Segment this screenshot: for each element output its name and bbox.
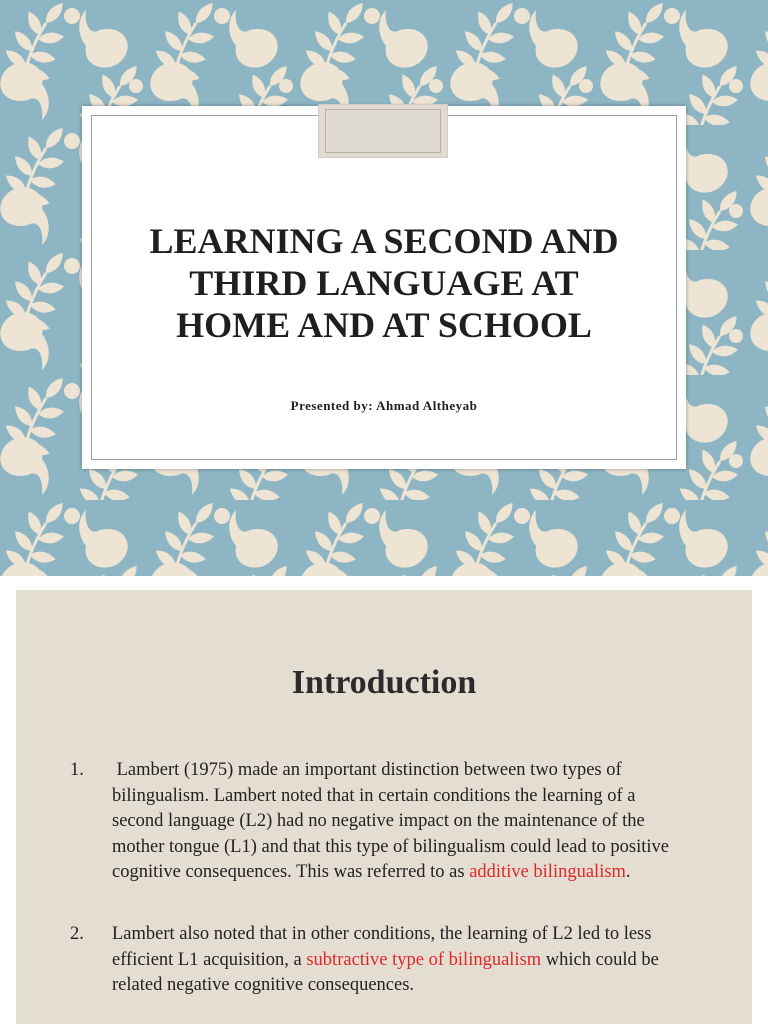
highlighted-term: additive bilingualism bbox=[469, 862, 626, 882]
highlighted-term: subtractive type of bilingualism bbox=[306, 949, 542, 970]
title-line-1: LEARNING A SECOND AND bbox=[149, 221, 619, 261]
text-segment: which could be related negative cognitive consequences. bbox=[112, 949, 664, 995]
text-segment: . bbox=[625, 862, 631, 882]
text-segment: Lambert also noted that in other conditions, the learning of L2 led to less efficient L1 acquisition, a bbox=[112, 924, 657, 970]
list-text bbox=[112, 922, 690, 999]
title-line-3: HOME AND AT SCHOOL bbox=[176, 305, 592, 345]
text-segment: Lambert (1975) made an important distinction between two types of bilingualism. Lambert noted that in certain conditions the learning of a second language (L2) had no negative impact on the maintenance of the mother tongue (L1) and that this type of bilingualism could lead to positive cognitive consequences. This was referred to as bbox=[112, 760, 674, 882]
list-number: 2. bbox=[70, 924, 84, 944]
title-line-2: THIRD LANGUAGE AT bbox=[189, 263, 579, 303]
presentation-title bbox=[102, 220, 666, 346]
presenter-label: Presented by: Ahmad Altheyab bbox=[290, 398, 478, 413]
list-item bbox=[70, 758, 690, 886]
slide-title: Introduction bbox=[291, 664, 477, 701]
list-text bbox=[112, 758, 690, 886]
list-item bbox=[70, 922, 690, 999]
title-card bbox=[82, 106, 686, 469]
list-number: 1. bbox=[70, 760, 84, 780]
introduction-slide bbox=[0, 590, 768, 1024]
title-card-tab bbox=[318, 104, 448, 158]
